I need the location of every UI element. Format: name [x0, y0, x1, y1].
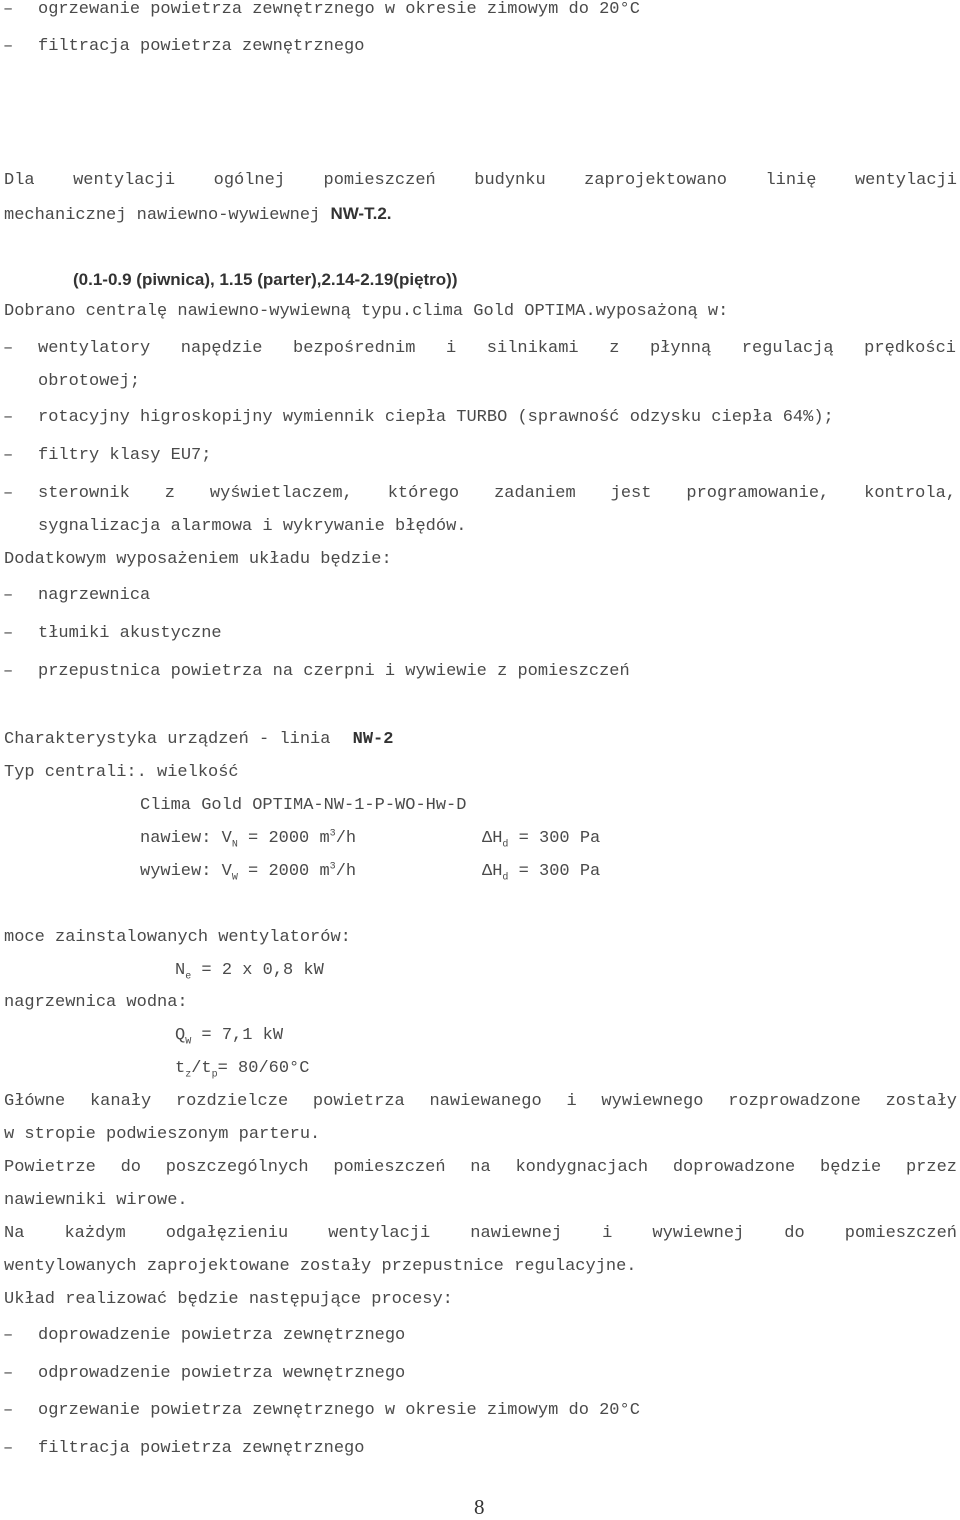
- equipment-item-1-cont: obrotowej;: [38, 372, 141, 391]
- supply-unit: /h: [335, 829, 357, 848]
- paragraph-1-line-2: w stropie podwieszonym parteru.: [4, 1125, 321, 1144]
- list-dash: –: [3, 0, 14, 19]
- page-number: 8: [474, 1495, 485, 1519]
- rooms-line: (0.1-0.9 (piwnica), 1.15 (parter),2.14-2.19(piętro)): [73, 270, 458, 289]
- process-item: doprowadzenie powietrza zewnętrznego: [38, 1326, 406, 1345]
- list-dash: –: [3, 408, 14, 427]
- exhaust-dh-value: = 300 Pa: [508, 862, 601, 881]
- heater-power-label: Q: [175, 1026, 186, 1045]
- exhaust-dh-sub: d: [502, 872, 509, 884]
- list-dash: –: [3, 339, 14, 358]
- heater-temperature: [175, 1059, 309, 1079]
- heater-heading: nagrzewnica wodna:: [4, 993, 188, 1012]
- intro-line-1: Dla wentylacji ogólnej pomieszczeń budynku zaprojektowano linię wentylacji: [4, 171, 957, 190]
- paragraph-3-line-2: wentylowanych zaprojektowane zostały przepustnice regulacyjne.: [4, 1257, 637, 1276]
- equipment-item-4: sterownik z wyświetlaczem, którego zadaniem jest programowanie, kontrola,: [38, 484, 956, 503]
- list-dash: –: [3, 624, 14, 643]
- paragraph-2-line-1: Powietrze do poszczególnych pomieszczeń na kondygnacjach doprowadzone będzie przez: [4, 1158, 957, 1177]
- characteristics-line-code: NW-2: [352, 730, 394, 749]
- paragraph-3-line-1: Na każdym odgałęzieniu wentylacji nawiewnej i wywiewnej do pomieszczeń: [4, 1224, 957, 1243]
- intro-line-2: [4, 204, 392, 226]
- supply-dh-value: = 300 Pa: [508, 829, 601, 848]
- heater-temp-t1: t: [175, 1059, 186, 1078]
- line-code: NW-T.2.: [330, 204, 392, 223]
- heater-temp-t1-sub: z: [185, 1069, 192, 1081]
- supply-pressure: [482, 829, 600, 849]
- process-heading: Układ realizować będzie następujące procesy:: [4, 1290, 453, 1309]
- list-dash: –: [3, 1401, 14, 1420]
- fans-heading: moce zainstalowanych wentylatorów:: [4, 928, 351, 947]
- additional-item: nagrzewnica: [38, 586, 151, 605]
- fans-power: [175, 961, 324, 981]
- list-dash: –: [3, 446, 14, 465]
- unit-line-text: Dobrano centralę nawiewno-wywiewną typu.clima Gold OPTIMA: [4, 302, 586, 321]
- fans-power-sub: e: [185, 971, 192, 983]
- process-item: filtracja powietrza zewnętrznego: [38, 1439, 365, 1458]
- list-dash: –: [3, 1364, 14, 1383]
- list-dash: –: [3, 37, 14, 56]
- exhaust-sup: 3: [329, 861, 336, 873]
- heater-power-value: = 7,1 kW: [191, 1026, 284, 1045]
- exhaust-dh: ΔH: [482, 862, 503, 881]
- list-dash: –: [3, 1326, 14, 1345]
- fans-power-label: N: [175, 961, 186, 980]
- equipment-item-1: wentylatory napędzie bezpośrednim i silnikami z płynną regulacją prędkości: [38, 339, 956, 358]
- heater-power: [175, 1026, 283, 1046]
- list-item: ogrzewanie powietrza zewnętrznego w okresie zimowym do 20°C: [38, 0, 640, 19]
- additional-item: przepustnica powietrza na czerpni i wywiewie z pomieszczeń: [38, 662, 630, 681]
- list-dash: –: [3, 484, 14, 503]
- heater-temp-t2-sub: p: [211, 1069, 218, 1081]
- supply-dh-sub: d: [502, 839, 509, 851]
- exhaust-label: wywiew: V: [140, 862, 232, 881]
- exhaust-unit: /h: [335, 862, 357, 881]
- unit-line: [4, 302, 728, 322]
- equipment-item-3: filtry klasy EU7;: [38, 446, 212, 465]
- supply-sub: N: [231, 839, 238, 851]
- additional-item: tłumiki akustyczne: [38, 624, 222, 643]
- heater-temp-sep: /t: [191, 1059, 212, 1078]
- process-item: ogrzewanie powietrza zewnętrznego w okresie zimowym do 20°C: [38, 1401, 640, 1420]
- equipment-item-2: rotacyjny higroskopijny wymiennik ciepła TURBO (sprawność odzysku ciepła 64%);: [38, 408, 834, 427]
- paragraph-2-line-2: nawiewniki wirowe.: [4, 1191, 188, 1210]
- paragraph-1-line-1: Główne kanały rozdzielcze powietrza nawiewanego i wywiewnego rozprowadzone zostały: [4, 1092, 957, 1111]
- heater-temp-value: = 80/60°C: [217, 1059, 310, 1078]
- exhaust-value: = 2000 m: [237, 862, 330, 881]
- list-dash: –: [3, 1439, 14, 1458]
- exhaust-pressure: [482, 862, 600, 882]
- supply-sup: 3: [329, 828, 336, 840]
- list-dash: –: [3, 662, 14, 681]
- list-item: filtracja powietrza zewnętrznego: [38, 37, 365, 56]
- characteristics-heading: [4, 730, 393, 750]
- supply-value: = 2000 m: [237, 829, 330, 848]
- characteristics-heading-text: Charakterystyka urządzeń - linia: [4, 730, 341, 749]
- process-item: odprowadzenie powietrza wewnętrznego: [38, 1364, 406, 1383]
- list-dash: –: [3, 586, 14, 605]
- equipment-item-4-cont: sygnalizacja alarmowa i wykrywanie błędów.: [38, 517, 467, 536]
- supply-flow: [140, 829, 356, 849]
- supply-dh: ΔH: [482, 829, 503, 848]
- unit-type-line: Typ centrali:. wielkość: [4, 763, 239, 782]
- intro-line-2-text: mechanicznej nawiewno-wywiewnej: [4, 206, 331, 225]
- additional-heading: Dodatkowym wyposażeniem układu będzie:: [4, 550, 392, 569]
- supply-label: nawiew: V: [140, 829, 232, 848]
- exhaust-sub: W: [231, 872, 238, 884]
- exhaust-flow: [140, 862, 356, 882]
- unit-model: Clima Gold OPTIMA-NW-1-P-WO-Hw-D: [140, 796, 467, 815]
- fans-power-value: = 2 x 0,8 kW: [191, 961, 324, 980]
- unit-line-suffix: .wyposażoną w:: [585, 302, 729, 321]
- heater-power-sub: W: [185, 1036, 192, 1048]
